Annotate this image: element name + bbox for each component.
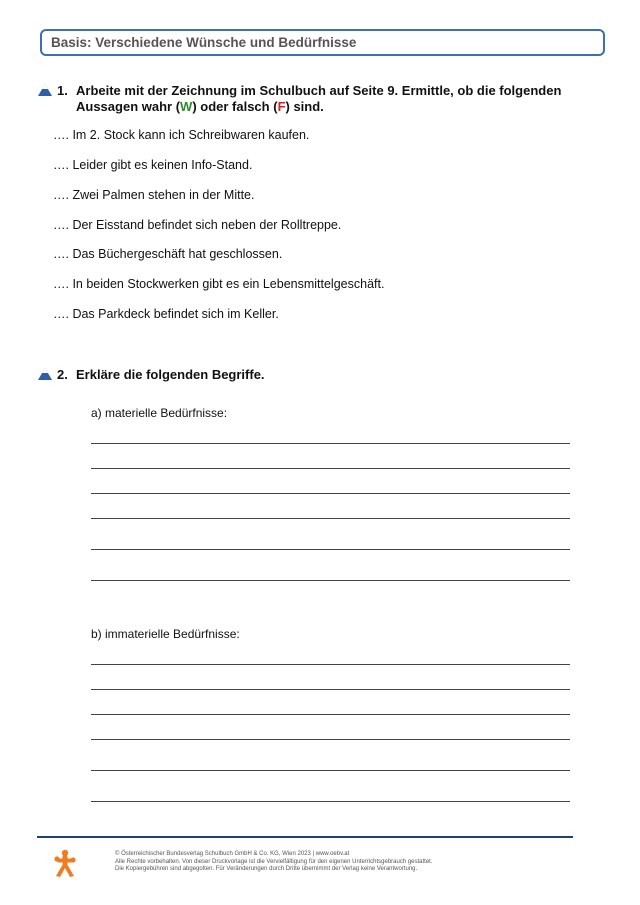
statement: …. Im 2. Stock kann ich Schreibwaren kaufen. xyxy=(53,128,310,142)
answer-line[interactable] xyxy=(91,518,570,519)
footer-text xyxy=(115,851,433,874)
statement: …. Der Eisstand befindet sich neben der Rolltreppe. xyxy=(53,218,342,232)
task-number: 1. xyxy=(57,83,68,98)
task-number: 2. xyxy=(57,367,68,382)
statement: …. In beiden Stockwerken gibt es ein Lebensmittelgeschäft. xyxy=(53,277,385,291)
answer-line[interactable] xyxy=(91,443,570,444)
disclaimer-line: Die Kopiergebühren sind abgegolten. Für Veränderungen durch Dritte übernimmt der Verlag keine Verantwortung. xyxy=(115,866,418,872)
mountain-level-icon xyxy=(38,84,52,96)
page-title: Basis: Verschiedene Wünsche und Bedürfnisse xyxy=(51,35,357,50)
falsch-marker: F xyxy=(277,99,286,114)
statement: …. Das Büchergeschäft hat geschlossen. xyxy=(53,247,283,261)
answer-line[interactable] xyxy=(91,739,570,740)
task-instruction-line1: Arbeite mit der Zeichnung im Schulbuch auf Seite 9. Ermittle, ob die folgenden xyxy=(76,83,562,98)
oebv-logo xyxy=(51,849,79,879)
answer-line[interactable] xyxy=(91,580,570,581)
answer-line[interactable] xyxy=(91,664,570,665)
statement: …. Leider gibt es keinen Info-Stand. xyxy=(53,158,253,172)
answer-line[interactable] xyxy=(91,468,570,469)
answer-line[interactable] xyxy=(91,493,570,494)
answer-line[interactable] xyxy=(91,689,570,690)
wahr-marker: W xyxy=(180,99,193,114)
statement: …. Das Parkdeck befindet sich im Keller. xyxy=(53,307,279,321)
answer-line[interactable] xyxy=(91,770,570,771)
answer-line[interactable] xyxy=(91,801,570,802)
task-instruction: Erkläre die folgenden Begriffe. xyxy=(76,367,265,382)
task-instruction xyxy=(76,83,616,115)
subtask-a-label: a) materielle Bedürfnisse: xyxy=(91,406,228,420)
answer-line[interactable] xyxy=(91,549,570,550)
copyright-line: © Österreichischer Bundesverlag Schulbuch GmbH & Co. KG, Wien 2023 | www.oebv.at xyxy=(115,851,350,857)
task-instruction-line2: Aussagen wahr (W) oder falsch (F) sind. xyxy=(76,99,324,114)
statement: …. Zwei Palmen stehen in der Mitte. xyxy=(53,188,255,202)
title-box xyxy=(40,29,605,56)
mountain-level-icon xyxy=(38,368,52,380)
answer-line[interactable] xyxy=(91,714,570,715)
subtask-b-label: b) immaterielle Bedürfnisse: xyxy=(91,627,240,641)
rights-line: Alle Rechte vorbehalten. Von dieser Druckvorlage ist die Vervielfältigung für den eigenen Unterrichtsgebrauch gestattet. xyxy=(115,858,433,865)
footer-rule xyxy=(37,836,573,838)
